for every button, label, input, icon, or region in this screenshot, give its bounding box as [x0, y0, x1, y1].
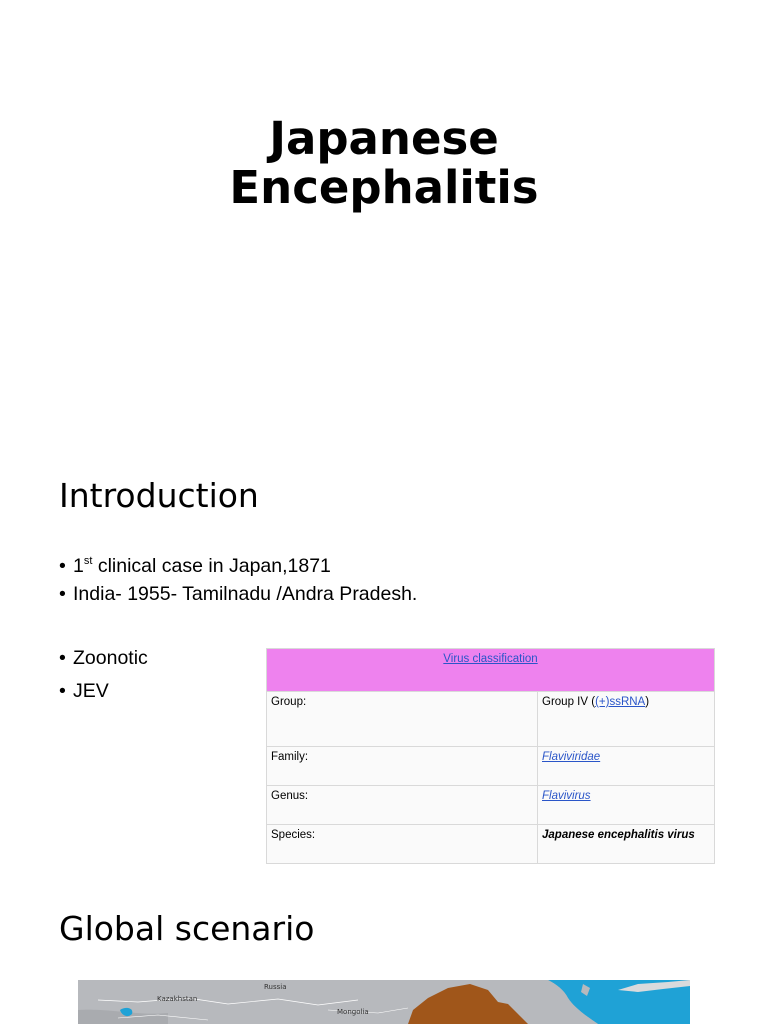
title-line-2: Encephalitis	[229, 161, 539, 214]
bullet-first-case: • 1st clinical case in Japan,1871	[59, 555, 331, 577]
intro-bullet-list-1	[59, 545, 417, 611]
family-label: Family:	[267, 747, 538, 786]
genus-value	[538, 786, 715, 825]
ssrna-link[interactable]: (+)ssRNA	[595, 696, 646, 708]
flavivirus-link[interactable]: Flavivirus	[542, 790, 591, 802]
bullet-zoonotic: • Zoonotic	[59, 647, 148, 669]
table-row	[267, 692, 715, 747]
bullet-india: • India- 1955- Tamilnadu /Andra Pradesh.	[59, 583, 418, 605]
table-row	[267, 786, 715, 825]
table-row	[267, 825, 715, 864]
global-distribution-map	[78, 980, 690, 1024]
table-row	[267, 747, 715, 786]
genus-label: Genus:	[267, 786, 538, 825]
flaviviridae-link[interactable]: Flaviviridae	[542, 751, 601, 763]
title-line-1: Japanese	[269, 112, 499, 165]
intro-bullet-list-2	[59, 642, 148, 708]
family-value	[538, 747, 715, 786]
table-header	[267, 649, 715, 692]
species-label: Species:	[267, 825, 538, 864]
virus-classification-table	[266, 648, 715, 864]
map-label-mongolia: Mongolia	[337, 1008, 369, 1016]
group-value: Group IV ((+)ssRNA)	[538, 692, 715, 747]
bullet-jev: • JEV	[59, 680, 109, 702]
map-label-kazakhstan: Kazakhstan	[157, 995, 198, 1003]
slide-title	[0, 114, 768, 212]
group-label: Group:	[267, 692, 538, 747]
species-value: Japanese encephalitis virus	[538, 825, 715, 864]
virus-classification-link[interactable]: Virus classification	[443, 653, 538, 665]
global-scenario-heading: Global scenario	[59, 909, 315, 948]
map-label-russia: Russia	[264, 983, 287, 991]
introduction-heading: Introduction	[59, 476, 259, 515]
